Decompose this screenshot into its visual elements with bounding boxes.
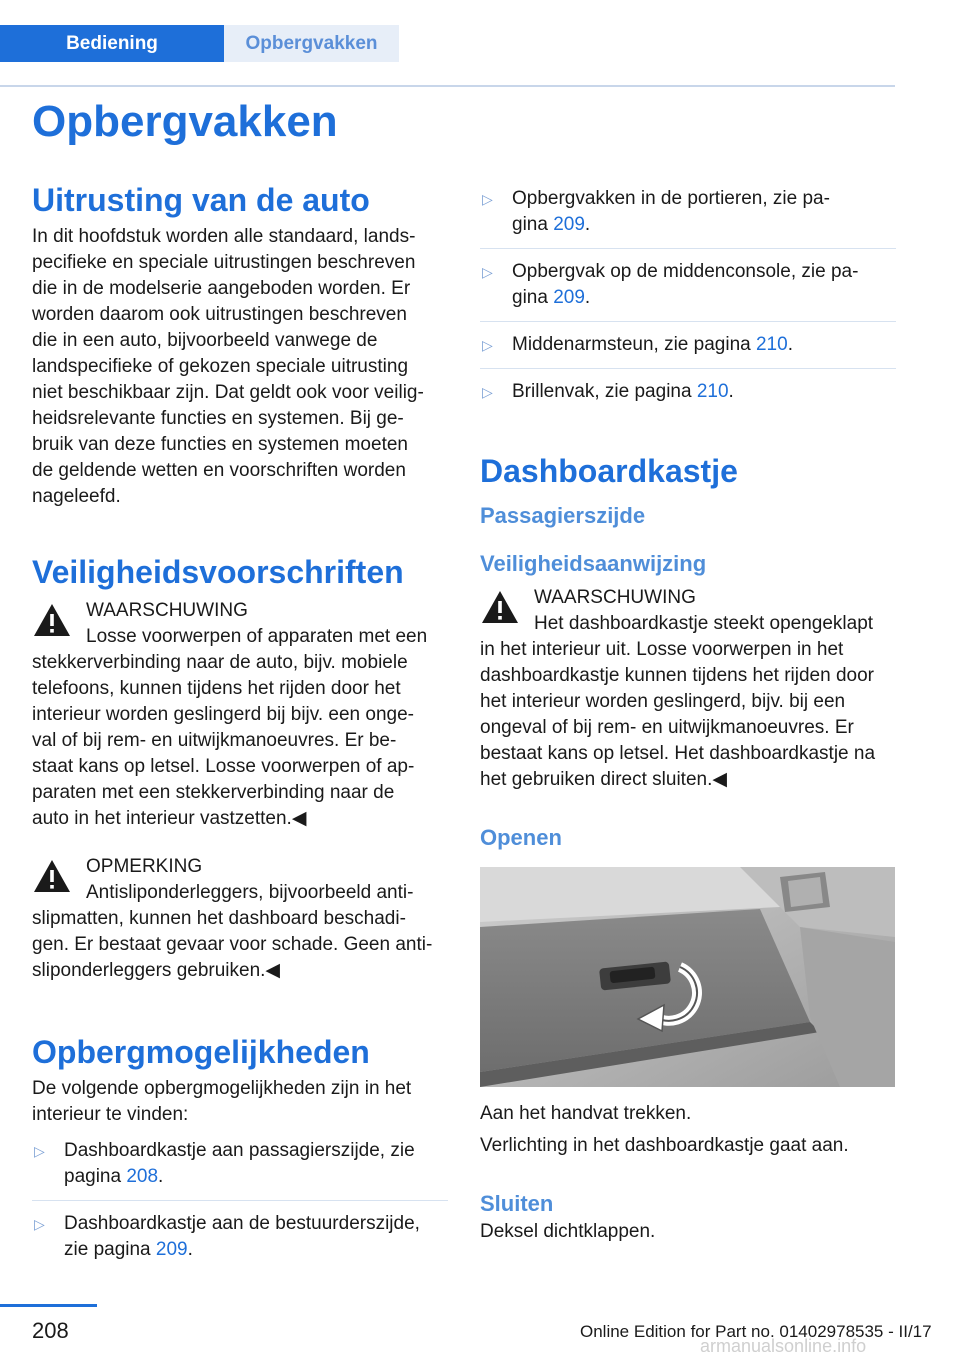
page-number: 208 (32, 1318, 69, 1343)
subheading-veiligheidsaanwijzing: Veiligheidsaanwijzing (480, 551, 707, 576)
page-link[interactable]: 210 (696, 381, 729, 402)
list-item-text: Dashboardkastje aan passagierszijde, zie (64, 1140, 415, 1161)
text-line: de geldende wetten en voorschriften worden (32, 460, 406, 481)
subheading-openen: Openen (480, 825, 562, 850)
notice-block (32, 854, 448, 984)
text-line: heidsrelevante functies en systemen. Bij ge‐ (32, 408, 404, 429)
notice-label: OPMERKING (86, 856, 203, 877)
paragraph-uitrusting (32, 224, 448, 510)
text-line: die in een auto, bijvoorbeeld vanwege de (32, 330, 378, 351)
text-line: bruik van deze functies en systemen moeten (32, 434, 408, 455)
text-line: nageleefd. (32, 486, 121, 507)
page-link[interactable]: 210 (755, 334, 788, 355)
header-tabs (0, 25, 895, 62)
list-arrow-icon: ▷ (482, 384, 493, 400)
subheading-passagierszijde: Passagierszijde (480, 503, 646, 528)
warning-text-line: ongeval of bij rem- en uitwijkmanoeuvres. Er (480, 717, 854, 738)
text-line: interieur te vinden: (32, 1104, 189, 1125)
heading-veiligheidsvoorschriften: Veiligheidsvoorschriften (32, 554, 404, 590)
warning-triangle-icon (32, 858, 72, 894)
list-item-text: Dashboardkastje aan de bestuurderszijde, (64, 1213, 420, 1234)
warning-triangle-icon (480, 589, 520, 625)
heading-uitrusting: Uitrusting van de auto (32, 182, 370, 218)
warning-text-line: val of bij rem- en uitwijkmanoeuvres. Er be‐ (32, 730, 397, 751)
list-item-text: Opbergvak op de middenconsole, zie pa‐ (512, 261, 859, 282)
page-link[interactable]: 209 (155, 1239, 188, 1260)
notice-text-line: sliponderleggers gebruiken.◀ (32, 960, 281, 981)
list-item (32, 1211, 448, 1273)
subheading-sluiten: Sluiten (480, 1191, 554, 1216)
list-item-text: gina 209. (512, 214, 591, 235)
edition-text: Online Edition for Part no. 01402978535 - II/17 (580, 1322, 932, 1341)
text-line: landspecifieke of gekozen speciale uitrusting (32, 356, 409, 377)
heading-opbergmogelijkheden: Opbergmogelijkheden (32, 1034, 370, 1070)
watermark: armanualsonline.info (700, 1336, 867, 1356)
list-item-text: pagina 208. (64, 1166, 164, 1187)
storage-list-continued (480, 186, 896, 415)
page-link[interactable]: 208 (126, 1166, 159, 1187)
notice-text-line: Antisliponderleggers, bijvoorbeeld anti‐ (86, 882, 414, 903)
right-column (480, 186, 896, 1245)
list-item-text: Middenarmsteun, zie pagina 210. (512, 334, 793, 355)
text-line: die in de modelserie aangeboden worden. Er (32, 278, 411, 299)
list-item (480, 379, 896, 415)
warning-text-line: in het interieur uit. Losse voorwerpen in het (480, 639, 844, 660)
warning-text-line: Het dashboardkastje steekt opengeklapt (534, 613, 874, 634)
warning-text-line: auto in het interieur vastzetten.◀ (32, 808, 307, 829)
text-line: In dit hoofdstuk worden alle standaard, lands‐ (32, 226, 416, 247)
page-title: Opbergvakken (32, 97, 338, 146)
list-arrow-icon: ▷ (482, 191, 493, 207)
text-line: De volgende opbergmogelijkheden zijn in het (32, 1078, 412, 1099)
text-line: pecifieke en speciale uitrustingen beschreven (32, 252, 416, 273)
list-arrow-icon: ▷ (482, 337, 493, 353)
list-arrow-icon: ▷ (482, 264, 493, 280)
list-item (480, 259, 896, 322)
list-item-text: Opbergvakken in de portieren, zie pa‐ (512, 188, 830, 209)
storage-list (32, 1138, 448, 1273)
notice-text-line: gen. Er bestaat gevaar voor schade. Geen anti‐ (32, 934, 433, 955)
instruction-line: Verlichting in het dashboardkastje gaat aan. (480, 1135, 849, 1156)
warning-text-line: interieur worden geslingerd bij bijv. een onge‐ (32, 704, 414, 725)
instruction-line: Deksel dichtklappen. (480, 1221, 656, 1242)
page-link[interactable]: 209 (553, 287, 585, 308)
warning-text-line: het gebruiken direct sluiten.◀ (480, 769, 727, 790)
page-link[interactable]: 209 (553, 214, 585, 235)
warning-text-line: telefoons, kunnen tijdens het rijden door het (32, 678, 401, 699)
list-item (480, 332, 896, 369)
list-item-text: gina 209. (512, 287, 591, 308)
list-item-text: Brillenvak, zie pagina 210. (512, 381, 734, 402)
header-divider (0, 85, 895, 87)
heading-dashboardkastje: Dashboardkastje (480, 453, 738, 489)
glovebox-illustration (480, 867, 895, 1087)
tab-bediening[interactable]: Bediening (0, 25, 224, 62)
warning-text-line: Losse voorwerpen of apparaten met een (86, 626, 428, 647)
warning-label: WAARSCHUWING (534, 587, 696, 608)
warning-text-line: stekkerverbinding naar de auto, bijv. mobiele (32, 652, 408, 673)
instruction-line: Aan het handvat trekken. (480, 1103, 692, 1124)
list-arrow-icon: ▷ (34, 1216, 45, 1232)
tab-opbergvakken[interactable]: Opbergvakken (224, 25, 399, 62)
warning-label: WAARSCHUWING (86, 600, 248, 621)
warning-text-line: dashboardkastje kunnen tijdens het rijden door (480, 665, 874, 686)
warning-text-line: bestaat kans op letsel. Het dashboardkastje na (480, 743, 876, 764)
list-item (32, 1138, 448, 1201)
warning-text-line: staat kans op letsel. Losse voorwerpen of ap‐ (32, 756, 415, 777)
left-column (32, 180, 448, 1283)
notice-text-line: slipmatten, kunnen het dashboard beschadi‐ (32, 908, 406, 929)
warning-text-line: paraten met een stekkerverbinding naar de (32, 782, 395, 803)
footer-accent-line (0, 1304, 97, 1307)
warning-text-line: het interieur worden geslingerd, bijv. bij een (480, 691, 846, 712)
list-arrow-icon: ▷ (34, 1143, 45, 1159)
text-line: worden daarom ook uitrustingen beschreven (32, 304, 407, 325)
warning-block (32, 598, 448, 832)
warning-triangle-icon (32, 602, 72, 638)
list-item-text: zie pagina 209. (64, 1239, 193, 1260)
text-line: niet beschikbaar zijn. Dat geldt ook voor veilig‐ (32, 382, 424, 403)
warning-block (480, 585, 896, 793)
list-item (480, 186, 896, 249)
